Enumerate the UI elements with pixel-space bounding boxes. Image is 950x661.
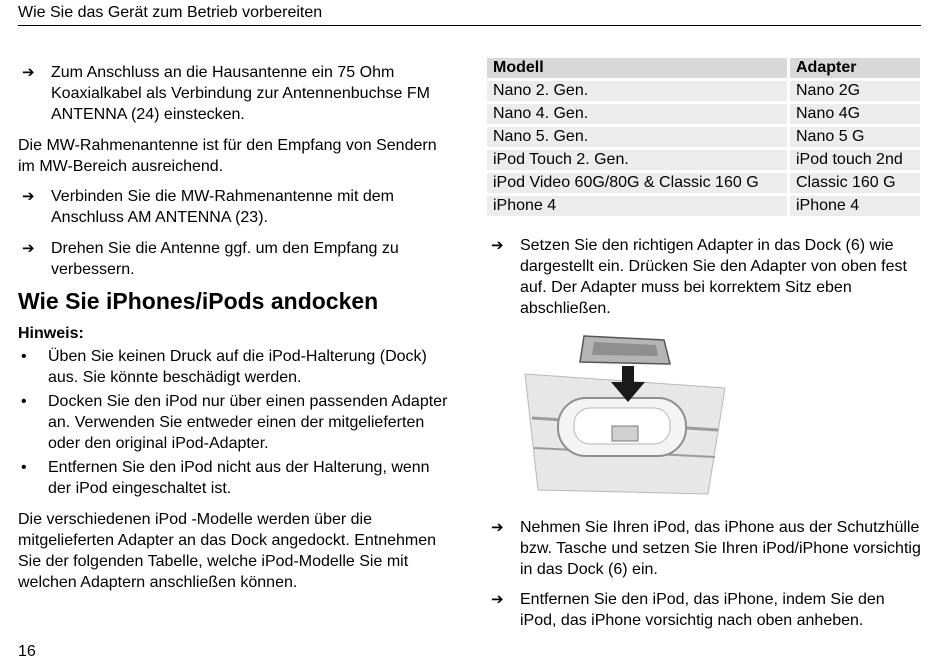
cell-adapter: Nano 2G	[790, 81, 920, 101]
bullet-text: Docken Sie den iPod nur über einen passenden Adapter an. Verwenden Sie entweder einen der mitgelieferten oder den original iPod-Adapter.	[48, 393, 448, 452]
step-am-antenna	[18, 186, 448, 228]
step-fm-antenna	[18, 62, 448, 125]
header-divider	[18, 25, 921, 26]
left-column	[18, 62, 448, 593]
paragraph-models: Die verschiedenen iPod -Modelle werden über die mitgelieferten Adapter an das Dock angedockt. Entnehmen Sie der folgenden Tabelle, welche iPod-Modelle Sie mit welchen Adaptern anschließen können.	[18, 511, 437, 591]
bullet-icon: •	[21, 459, 27, 476]
table-row	[487, 196, 920, 216]
page-header-title: Wie Sie das Gerät zum Betrieb vorbereiten	[18, 4, 323, 21]
arrow-right-icon: ➔	[491, 591, 504, 608]
bullet-icon: •	[21, 348, 27, 365]
step-text: Zum Anschluss an die Hausantenne ein 75 Ohm Koaxialkabel als Verbindung zur Antennenbuchse FM ANTENNA (24) einstecken.	[51, 64, 430, 123]
step-text: Drehen Sie die Antenne ggf. um den Empfang zu verbessern.	[51, 240, 399, 278]
cell-adapter: Nano 4G	[790, 104, 920, 124]
arrow-right-icon: ➔	[491, 237, 504, 254]
note-label: Hinweis:	[18, 325, 84, 342]
table-header-row	[487, 58, 920, 78]
arrow-right-icon: ➔	[22, 188, 35, 205]
cell-adapter: Nano 5 G	[790, 127, 920, 147]
cell-adapter: iPhone 4	[790, 196, 920, 216]
note-bullet	[18, 391, 448, 454]
arrow-right-icon: ➔	[491, 519, 504, 536]
cell-adapter: Classic 160 G	[790, 173, 920, 193]
note-bullet	[18, 346, 448, 388]
cell-model: Nano 2. Gen.	[487, 81, 787, 101]
cell-adapter: iPod touch 2nd	[790, 150, 920, 170]
page-number: 16	[18, 643, 36, 660]
column-header-adapter: Adapter	[790, 58, 920, 78]
step-insert-adapter	[487, 235, 923, 319]
step-text: Setzen Sie den richtigen Adapter in das Dock (6) wie dargestellt ein. Drücken Sie den Adapter von oben fest auf. Der Adapter muss bei korrektem Sitz eben abschließen.	[520, 237, 907, 317]
arrow-right-icon: ➔	[22, 64, 35, 81]
step-insert-ipod	[487, 517, 923, 580]
table-row	[487, 81, 920, 101]
table-row	[487, 173, 920, 193]
bullet-icon: •	[21, 393, 27, 410]
section-title: Wie Sie iPhones/iPods andocken	[18, 288, 379, 314]
table-row	[487, 127, 920, 147]
note-bullet	[18, 457, 448, 499]
step-remove-ipod	[487, 589, 923, 631]
dock-connector	[612, 426, 638, 441]
table-row	[487, 150, 920, 170]
dock-adapter-illustration	[520, 322, 730, 497]
arrow-right-icon: ➔	[22, 240, 35, 257]
step-text: Nehmen Sie Ihren iPod, das iPhone aus der Schutzhülle bzw. Tasche und setzen Sie Ihren iPod/iPhone vorsichtig in das Dock (6) ein.	[520, 519, 921, 578]
column-header-model: Modell	[487, 58, 787, 78]
bullet-text: Entfernen Sie den iPod nicht aus der Halterung, wenn der iPod eingeschaltet ist.	[48, 459, 430, 497]
paragraph-mw-antenna: Die MW-Rahmenantenne ist für den Empfang von Sendern im MW-Bereich ausreichend.	[18, 137, 437, 175]
bullet-text: Üben Sie keinen Druck auf die iPod-Halterung (Dock) aus. Sie könnte beschädigt werden.	[48, 348, 427, 386]
cell-model: Nano 5. Gen.	[487, 127, 787, 147]
step-text: Verbinden Sie die MW-Rahmenantenne mit dem Anschluss AM ANTENNA (23).	[51, 188, 394, 226]
cell-model: iPhone 4	[487, 196, 787, 216]
cell-model: iPod Touch 2. Gen.	[487, 150, 787, 170]
step-text: Entfernen Sie den iPod, das iPhone, indem Sie den iPod, das iPhone vorsichtig nach oben anheben.	[520, 591, 885, 629]
cell-model: iPod Video 60G/80G & Classic 160 G	[487, 173, 787, 193]
table-row	[487, 104, 920, 124]
dock-illustration-svg	[520, 322, 730, 497]
step-rotate-antenna	[18, 238, 448, 280]
cell-model: Nano 4. Gen.	[487, 104, 787, 124]
adapter-table	[484, 55, 923, 219]
